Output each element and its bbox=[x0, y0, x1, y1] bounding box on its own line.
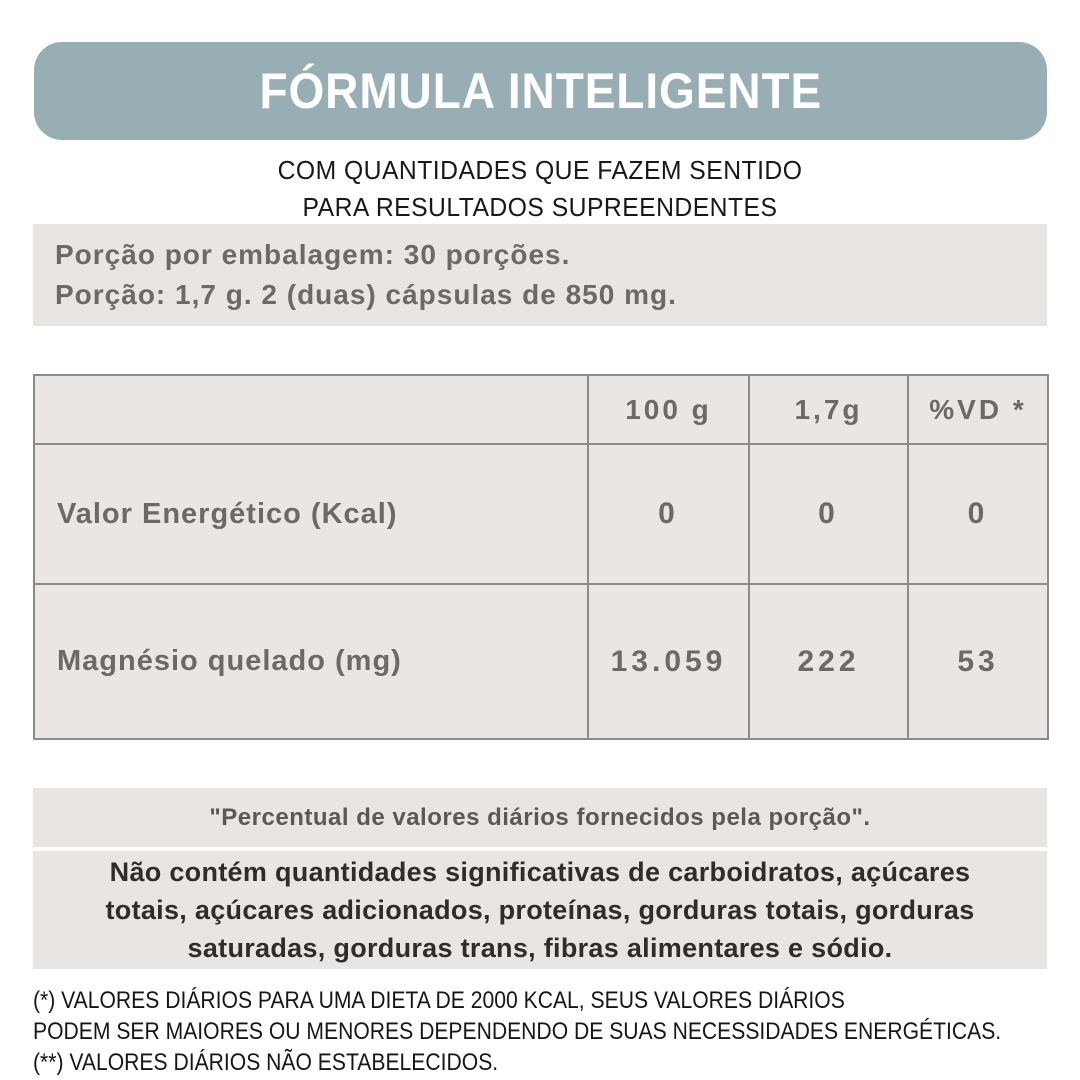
no-significant-line-3: saturadas, gorduras trans, fibras alimentares e sódio. bbox=[187, 933, 893, 963]
footnote-3: (**) VALORES DIÁRIOS NÃO ESTABELECIDOS. bbox=[33, 1049, 499, 1076]
col-header-100g: 100 g bbox=[588, 375, 749, 444]
subtitle-line-2: PARA RESULTADOS SUPREENDENTES bbox=[302, 192, 778, 222]
col-header-portion: 1,7g bbox=[749, 375, 908, 444]
serving-info-box bbox=[33, 224, 1047, 326]
footnote-1: (*) VALORES DIÁRIOS PARA UMA DIETA DE 2000 KCAL, SEUS VALORES DIÁRIOS bbox=[33, 987, 845, 1014]
percent-note-text: "Percentual de valores diários fornecidos pela porção". bbox=[209, 803, 871, 831]
header-banner bbox=[34, 42, 1047, 140]
no-significant-line-2: totais, açúcares adicionados, proteínas, gorduras totais, gorduras bbox=[105, 895, 975, 925]
percent-note-box bbox=[33, 788, 1047, 847]
page-title: FÓRMULA INTELIGENTE bbox=[259, 63, 822, 119]
value-portion: 0 bbox=[749, 444, 908, 584]
row-label: Valor Energético (Kcal) bbox=[34, 444, 588, 584]
no-significant-box bbox=[33, 851, 1047, 969]
value-vd: 0 bbox=[908, 444, 1048, 584]
value-100g: 0 bbox=[588, 444, 749, 584]
value-vd: 53 bbox=[908, 584, 1048, 739]
nutrition-table bbox=[33, 374, 1049, 740]
value-portion: 222 bbox=[749, 584, 908, 739]
no-significant-line-1: Não contém quantidades significativas de carboidratos, açúcares bbox=[109, 857, 971, 887]
table-row-magnesium bbox=[34, 584, 1048, 739]
footnote-2: PODEM SER MAIORES OU MENORES DEPENDENDO DE SUAS NECESSIDADES ENERGÉTICAS. bbox=[33, 1018, 1002, 1045]
subtitle bbox=[0, 152, 1080, 226]
value-100g: 13.059 bbox=[588, 584, 749, 739]
col-header-vd: %VD * bbox=[908, 375, 1048, 444]
col-header-empty bbox=[34, 375, 588, 444]
footnotes bbox=[33, 985, 1002, 1078]
serving-size: Porção: 1,7 g. 2 (duas) cápsulas de 850 mg. bbox=[55, 279, 677, 310]
row-label: Magnésio quelado (mg) bbox=[34, 584, 588, 739]
table-header-row bbox=[34, 375, 1048, 444]
table-row-energy bbox=[34, 444, 1048, 584]
servings-per-package: Porção por embalagem: 30 porções. bbox=[55, 239, 571, 270]
subtitle-line-1: COM QUANTIDADES QUE FAZEM SENTIDO bbox=[277, 155, 803, 185]
